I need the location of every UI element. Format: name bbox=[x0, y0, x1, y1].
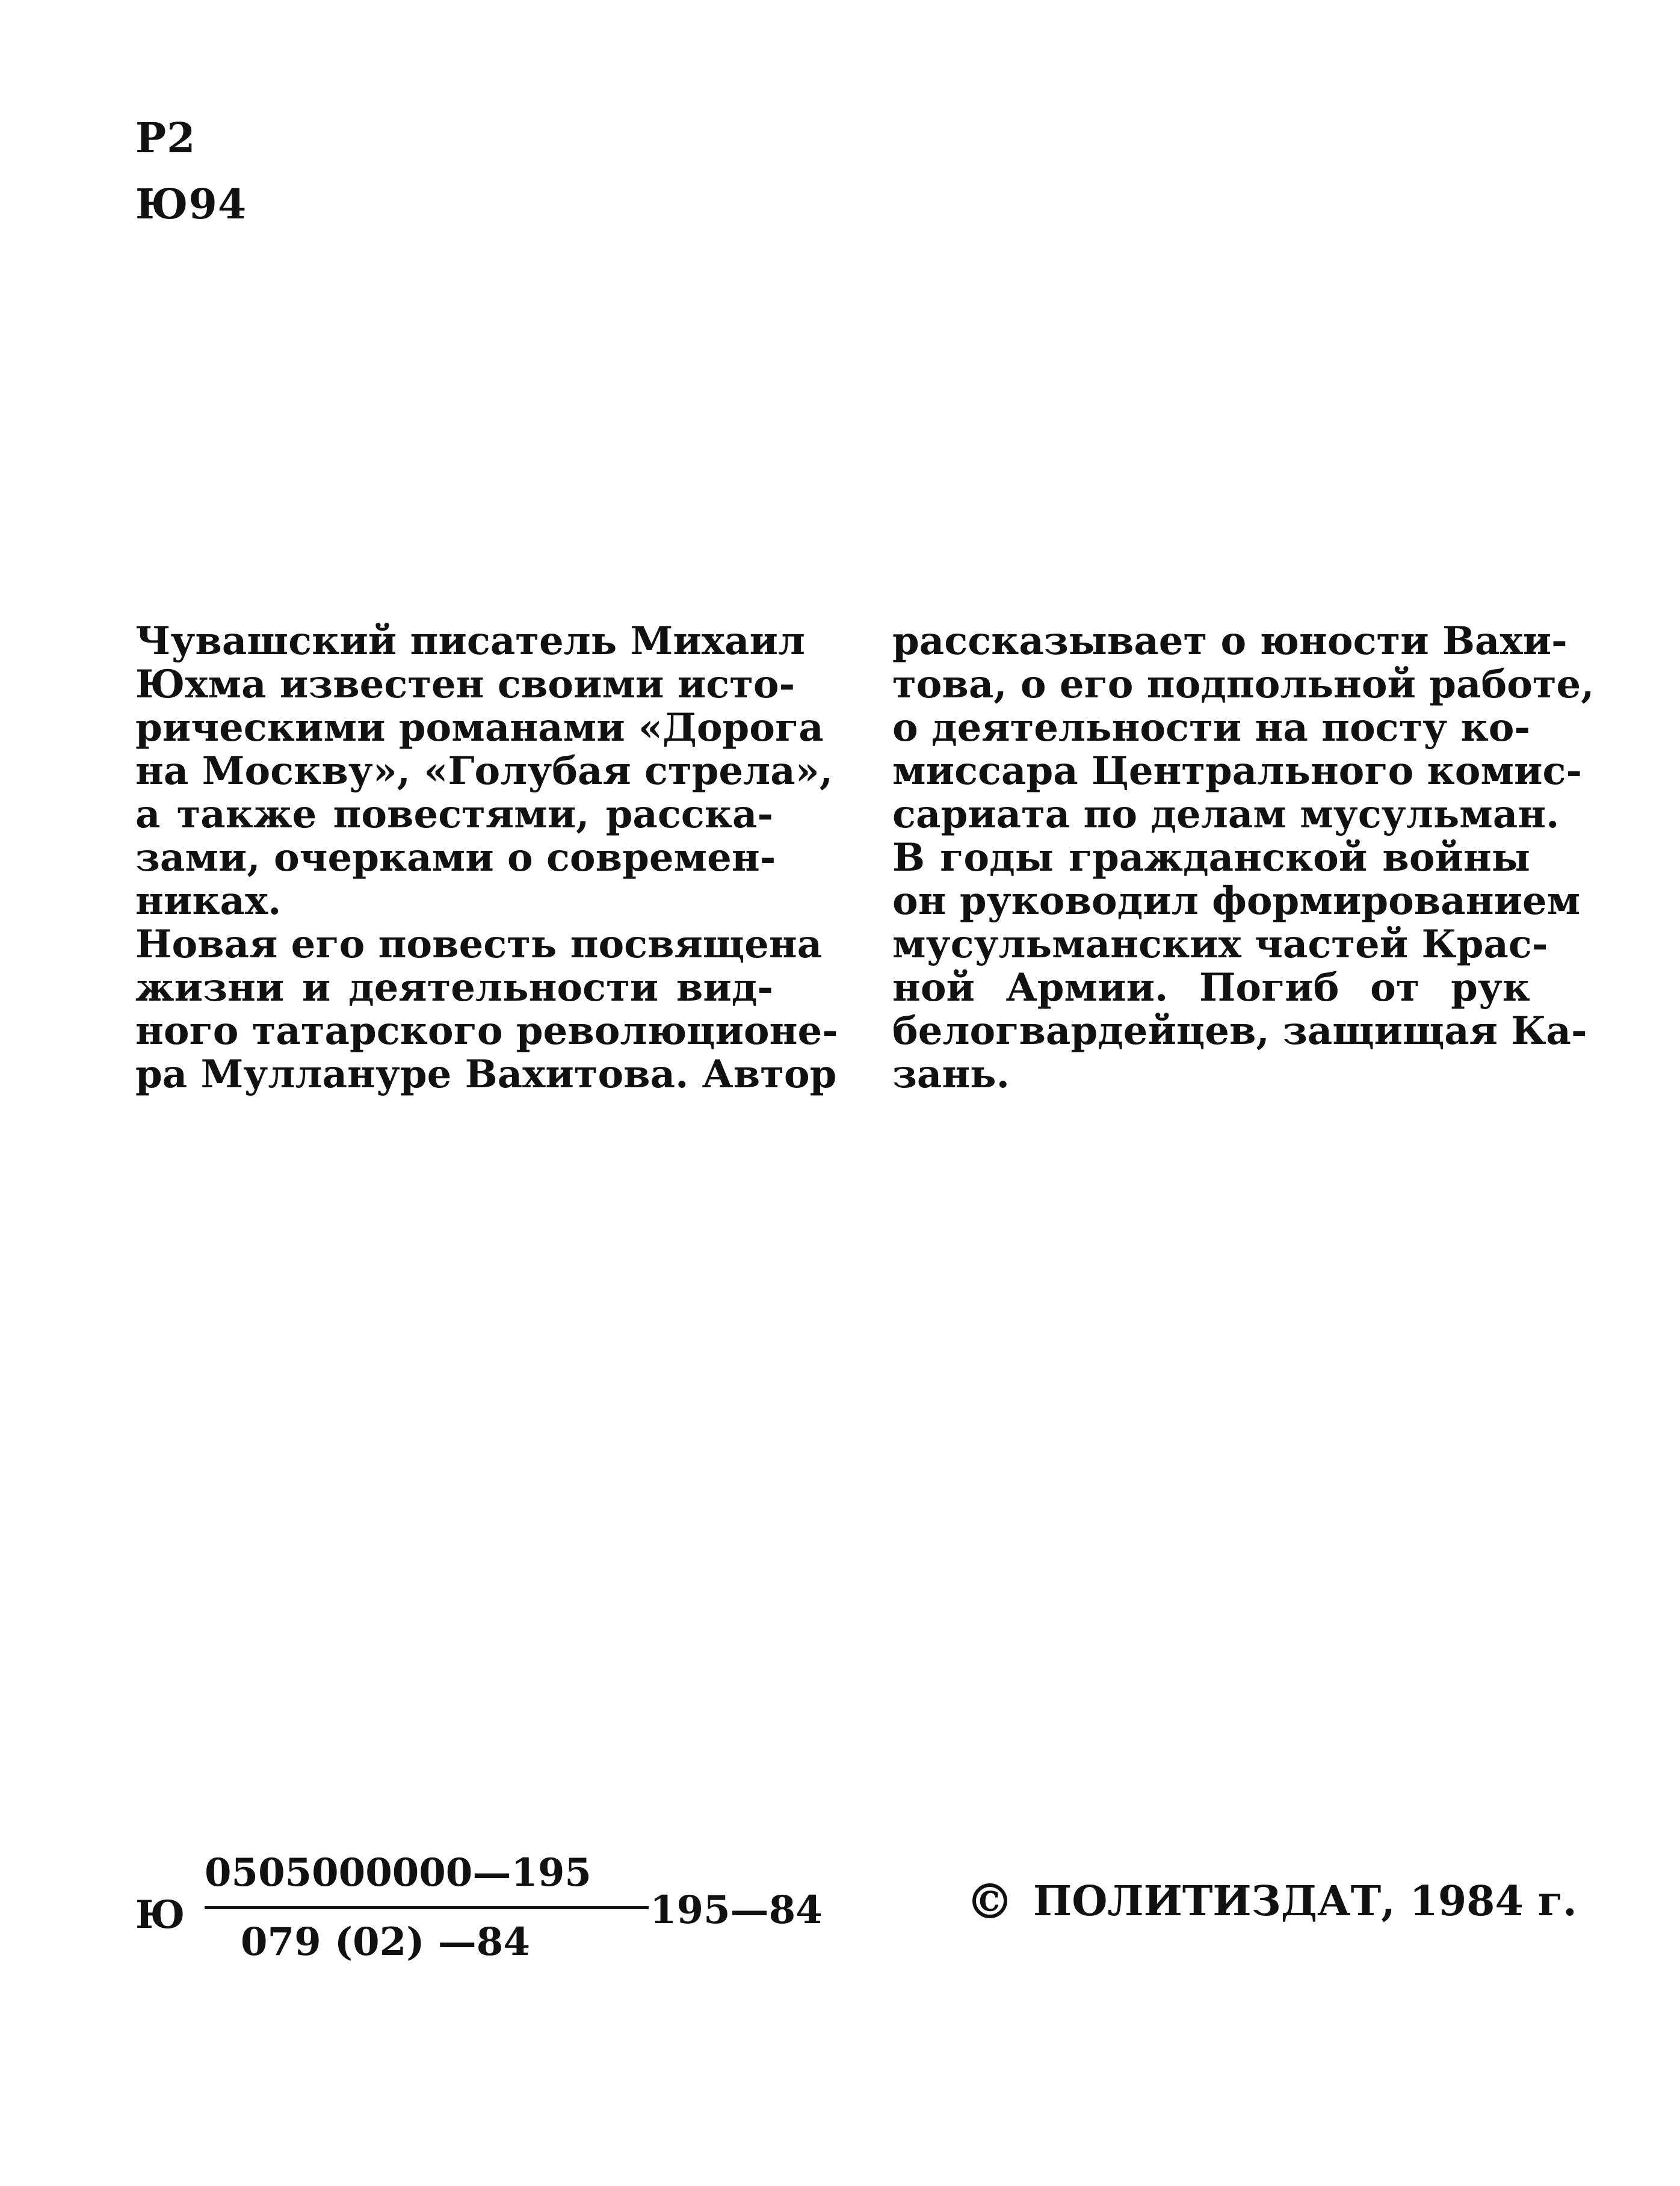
annotation-column-left bbox=[135, 619, 838, 1097]
annotation-line: о деятельности на посту ко- bbox=[892, 705, 1530, 750]
annotation-line: зами, очерками о современ- bbox=[135, 835, 776, 880]
annotation-line: В годы гражданской войны bbox=[892, 835, 1530, 880]
formula-denominator: 079 (02) —84 bbox=[241, 1919, 530, 1965]
formula-numerator: 0505000000—195 bbox=[205, 1850, 591, 1895]
annotation-line: а также повестями, расска- bbox=[135, 792, 773, 837]
copyright-notice bbox=[966, 1873, 1577, 1930]
annotation-line: рассказывает о юности Вахи- bbox=[892, 619, 1567, 664]
annotation-line: миссара Центрального комис- bbox=[892, 749, 1583, 794]
annotation-column-right bbox=[892, 619, 1595, 1097]
annotation-line: Новая его повесть посвящена bbox=[135, 922, 823, 967]
author-mark: Ю94 bbox=[135, 181, 247, 229]
library-code: Р2 bbox=[135, 114, 196, 162]
annotation-line: мусульманских частей Крас- bbox=[892, 922, 1548, 967]
annotation-line: това, о его подпольной работе, bbox=[892, 662, 1595, 707]
classification-codes bbox=[135, 105, 247, 238]
annotation-line: ного татарского революционе- bbox=[135, 1008, 838, 1054]
annotation-line: рическими романами «Дорога bbox=[135, 705, 824, 750]
annotation-line: Чувашский писатель Михаил bbox=[135, 619, 806, 664]
annotation-line: белогвардейцев, защищая Ка- bbox=[892, 1008, 1587, 1054]
copyright-icon: © bbox=[966, 1873, 1014, 1930]
annotation-line: он руководил формированием bbox=[892, 878, 1581, 924]
annotation-line: Юхма известен своими исто- bbox=[135, 662, 795, 707]
annotation-line: ра Муллануре Вахитова. Автор bbox=[135, 1052, 837, 1097]
copyright-text: ПОЛИТИЗДАТ, 1984 г. bbox=[1033, 1877, 1577, 1925]
fraction-bar bbox=[205, 1906, 649, 1909]
annotation-line: жизни и деятельности вид- bbox=[135, 965, 773, 1010]
annotation-line: на Москву», «Голубая стрела», bbox=[135, 749, 833, 794]
annotation-line: сариата по делам мусульман. bbox=[892, 792, 1560, 837]
annotation-line: никах. bbox=[135, 878, 282, 924]
annotation-line: ной Армии. Погиб от рук bbox=[892, 965, 1530, 1010]
annotation-line: зань. bbox=[892, 1052, 1010, 1097]
formula-prefix: Ю bbox=[135, 1892, 185, 1937]
formula-suffix: 195—84 bbox=[650, 1888, 823, 1933]
bibliographic-formula bbox=[135, 1850, 823, 1983]
